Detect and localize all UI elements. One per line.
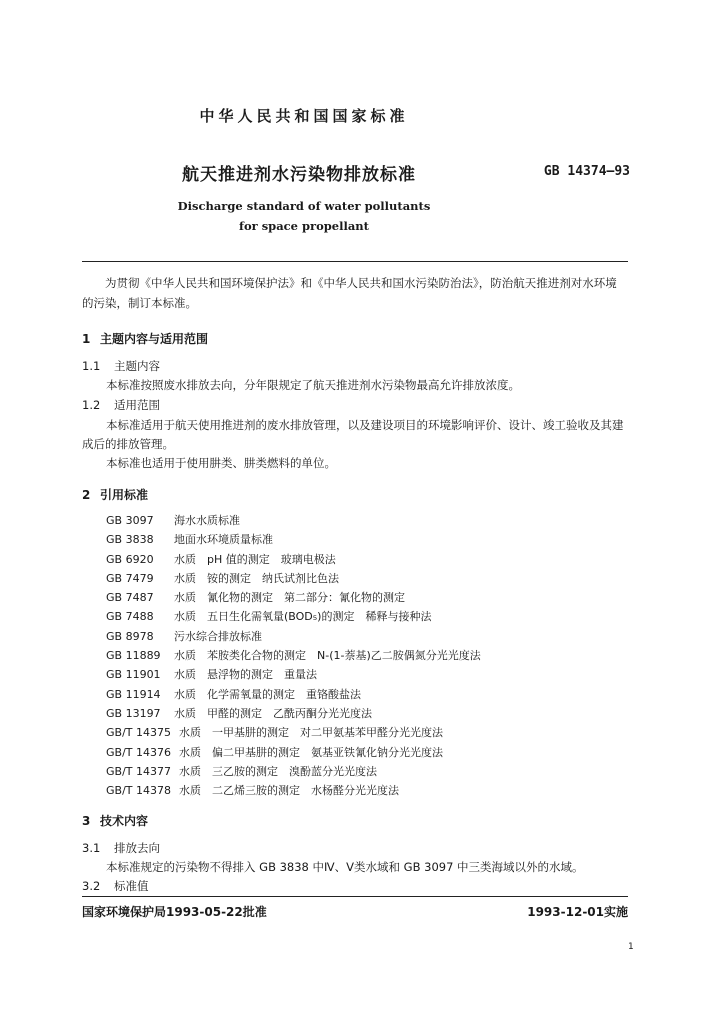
reference-row (106, 530, 481, 549)
reference-title: 水质 一甲基肼的测定 对二甲氨基苯甲醛分光光度法 (179, 726, 443, 740)
reference-row (106, 762, 481, 781)
english-title-line-2: for space propellant (239, 219, 369, 233)
reference-row (106, 704, 481, 723)
section-1-1-heading (82, 358, 160, 374)
section-1-2-text-1: 本标准适用于航天使用推进剂的废水排放管理，以及建设项目的环境影响评价、设计、竣工验收及其建成后的排放管理。 (82, 418, 624, 451)
reference-code: GB 7488 (106, 610, 154, 624)
reference-row (106, 665, 481, 684)
standard-title: 航天推进剂水污染物排放标准 (182, 165, 416, 185)
reference-code: GB 6920 (106, 552, 154, 566)
reference-row (106, 550, 481, 569)
reference-code: GB 11914 (106, 687, 161, 701)
section-1-1-number: 1.1 (82, 359, 101, 373)
section-1-title: 主题内容与适用范围 (100, 332, 209, 346)
reference-title: 水质 悬浮物的测定 重量法 (174, 668, 317, 682)
section-3-1-number: 3.1 (82, 841, 101, 855)
implementation-date: 1993-12-01实施 (527, 905, 628, 919)
reference-title: 水质 五日生化需氧量(BOD₅)的测定 稀释与接种法 (174, 610, 432, 624)
reference-code: GB 8978 (106, 629, 154, 643)
section-3-title: 技术内容 (100, 814, 149, 828)
section-3-2-title: 标准值 (114, 879, 149, 893)
section-3-1-text: 本标准规定的污染物不得排入 GB 3838 中Ⅳ、Ⅴ类水域和 GB 3097 中三类海域以外的水域。 (106, 860, 584, 874)
reference-row (106, 723, 481, 742)
section-2-number: 2 (82, 488, 91, 502)
section-3-heading (82, 812, 148, 829)
section-2-heading (82, 486, 148, 503)
reference-code: GB/T 14376 (106, 745, 171, 759)
section-3-1-heading (82, 840, 160, 856)
page-number: 1 (628, 942, 634, 952)
reference-title: 水质 三乙胺的测定 溴酚蓝分光光度法 (179, 764, 377, 778)
reference-title: 海水水质标准 (174, 514, 240, 527)
section-3-number: 3 (82, 814, 91, 828)
reference-title: 水质 偏二甲基肼的测定 氨基亚铁氰化钠分光光度法 (179, 745, 443, 759)
section-1-2-title: 适用范围 (114, 398, 160, 412)
english-title-line-1: Discharge standard of water pollutants (177, 199, 431, 213)
reference-title: 水质 铵的测定 纳氏试剂比色法 (174, 571, 339, 585)
reference-row (106, 685, 481, 704)
reference-code: GB 11901 (106, 668, 161, 682)
section-3-2-heading (82, 878, 149, 894)
reference-title: 水质 甲醛的测定 乙酰丙酮分光光度法 (174, 706, 372, 720)
reference-title: 地面水环境质量标准 (174, 533, 273, 547)
section-1-number: 1 (82, 332, 91, 346)
reference-code: GB 3097 (106, 514, 154, 527)
reference-row (106, 511, 481, 530)
reference-code: GB 11889 (106, 649, 161, 663)
section-1-2-number: 1.2 (82, 398, 101, 412)
reference-row (106, 607, 481, 626)
section-1-heading (82, 330, 208, 347)
reference-title: 水质 pH 值的测定 玻璃电极法 (174, 552, 336, 566)
reference-row (106, 743, 481, 762)
standard-code: GB 14374—93 (543, 164, 630, 179)
reference-code: GB/T 14378 (106, 784, 171, 798)
top-divider (82, 261, 628, 262)
reference-title: 污水综合排放标准 (174, 629, 262, 643)
reference-row (106, 569, 481, 588)
approval-date: 国家环境保护局1993-05-22批准 (82, 905, 267, 919)
reference-code: GB/T 14375 (106, 726, 171, 740)
national-standard-heading: 中华人民共和国国家标准 (199, 107, 409, 125)
reference-code: GB 7479 (106, 571, 154, 585)
reference-code: GB/T 14377 (106, 764, 171, 778)
section-3-1-title: 排放去向 (114, 841, 160, 855)
section-1-2-heading (82, 397, 160, 413)
section-1-2-text-2: 本标准也适用于使用肼类、肼类燃料的单位。 (106, 456, 336, 470)
section-2-title: 引用标准 (100, 488, 149, 502)
bottom-divider (82, 896, 628, 897)
reference-row (106, 627, 481, 646)
reference-title: 水质 苯胺类化合物的测定 N-(1-萘基)乙二胺偶氮分光光度法 (174, 649, 481, 663)
reference-title: 水质 二乙烯三胺的测定 水杨醛分光光度法 (179, 784, 399, 798)
reference-row (106, 588, 481, 607)
section-1-1-title: 主题内容 (114, 359, 160, 373)
reference-code: GB 7487 (106, 591, 154, 605)
reference-code: GB 3838 (106, 533, 154, 547)
section-1-1-text: 本标准按照废水排放去向，分年限规定了航天推进剂水污染物最高允许排放浓度。 (106, 378, 520, 392)
reference-title: 水质 化学需氧量的测定 重铬酸盐法 (174, 687, 361, 701)
reference-title: 水质 氰化物的测定 第二部分：氰化物的测定 (174, 591, 405, 605)
intro-paragraph: 为贯彻《中华人民共和国环境保护法》和《中华人民共和国水污染防治法》，防治航天推进剂对水环境的污染，制订本标准。 (82, 276, 617, 310)
reference-row (106, 781, 481, 800)
section-3-2-number: 3.2 (82, 879, 101, 893)
reference-standards-list (106, 511, 481, 800)
reference-row (106, 646, 481, 665)
reference-code: GB 13197 (106, 706, 161, 720)
